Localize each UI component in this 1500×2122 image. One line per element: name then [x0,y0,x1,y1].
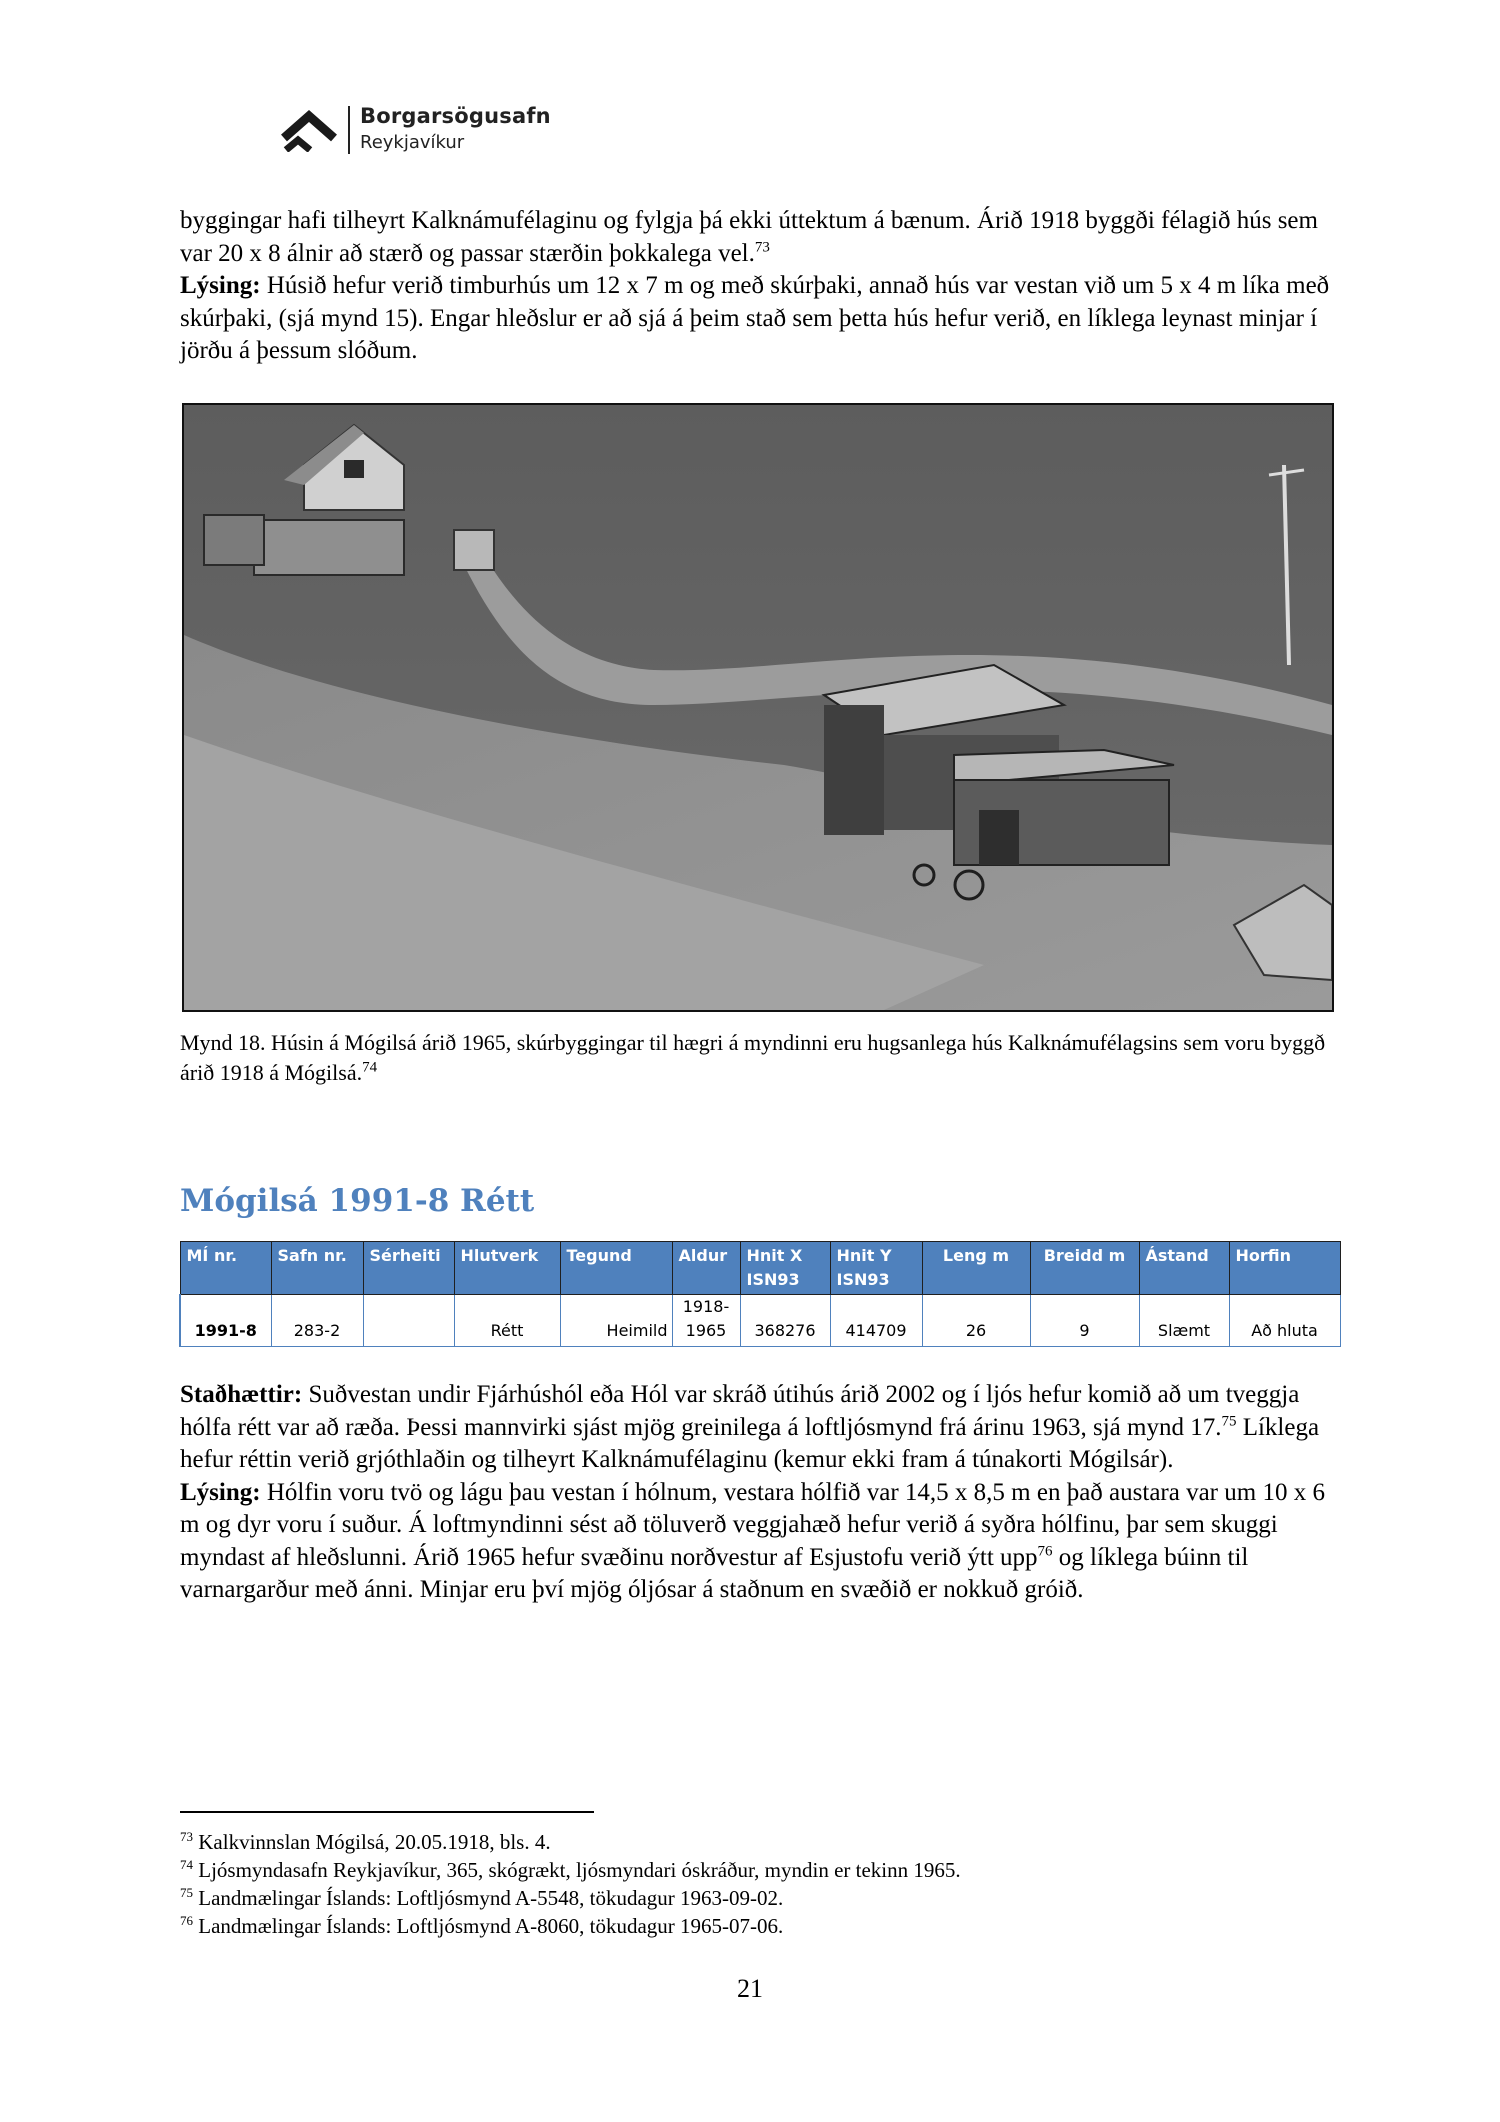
cell-breidd: 9 [1030,1295,1139,1347]
footnote-ref-73[interactable]: 73 [754,239,770,256]
col-header: Hnit Y ISN93 [830,1242,922,1295]
footnote-text: Ljósmyndasafn Reykjavíkur, 365, skógrækt, ljósmyndari óskráður, myndin er tekinn 1965. [193,1858,961,1882]
lysing-label-2: Lýsing: [180,1478,261,1506]
cell-leng: 26 [922,1295,1030,1347]
footnote-ref-76[interactable]: 76 [1037,1543,1053,1560]
page-number: 21 [737,1974,763,2003]
figure-caption [180,1028,1340,1088]
table-header-row [180,1242,1340,1295]
col-header: Sérheiti [363,1242,454,1295]
footnote-number: 74 [180,1857,193,1872]
lysing-label: Lýsing: [180,272,261,299]
logo-divider [348,106,350,154]
footnote-text: Landmælingar Íslands: Loftljósmynd A-5548, tökudagur 1963-09-02. [193,1886,784,1910]
col-header: Hlutverk [454,1242,560,1295]
footnote-text: Landmælingar Íslands: Loftljósmynd A-8060, tökudagur 1965-07-06. [193,1914,784,1938]
footnote-item [180,1884,1340,1912]
photo-illustration [184,405,1332,1010]
intro-paragraph [180,205,1340,368]
section-heading: Mógilsá 1991-8 Rétt [180,1183,535,1219]
lysing-text-a: Hólfin voru tvö og lágu þau vestan í hólnum, vestara hólfið var 14,5 x 8,5 m en það austara var um 10 x 6 m og dyr voru í suður. Á loftmyndinni sést að töluverð veggjahæð hefur verið á syðra hólfinu, þar sem skuggi myndast af hleðslunni. Árið 1965 hefur svæðinu norðvestur af Esjustofu verið ýtt upp [180,1478,1325,1571]
cell-mi-nr: 1991-8 [180,1295,271,1347]
col-header: MÍ nr. [180,1242,271,1295]
logo-line-2: Reykjavíkur [360,132,465,153]
aldur-end: 1965 [685,1321,727,1340]
cell-hnit-y: 414709 [830,1295,922,1347]
col-header: Leng m [922,1242,1030,1295]
cell-aldur [672,1295,740,1347]
footnote-ref-74[interactable]: 74 [362,1059,378,1076]
footnotes [180,1828,1340,1940]
col-header: Aldur [672,1242,740,1295]
cell-hlutverk: Rétt [454,1295,560,1347]
footnote-number: 73 [180,1829,193,1844]
table-row [180,1295,1340,1347]
museum-logo [280,104,580,160]
cell-tegund: Heimild [560,1295,672,1347]
caption-text: Mynd 18. Húsin á Mógilsá árið 1965, skúrbyggingar til hægri á myndinni eru hugsanlega hús Kalknámufélagsins sem voru byggð árið 1918 á Mógilsá. [180,1030,1326,1085]
cell-serheiti [363,1295,454,1347]
stadhaettir-text-b: Líklega hefur réttin verið grjóthlaðin og tilheyrt Kalknámufélaginu (kemur ekki fram á túnakorti Mógilsár). [180,1413,1320,1473]
col-header: Ástand [1139,1242,1229,1295]
footnote-item [180,1912,1340,1940]
col-header: Hnit X ISN93 [740,1242,830,1295]
footnote-ref-75[interactable]: 75 [1221,1413,1237,1430]
farm-buildings-photo [182,403,1334,1012]
col-header: Horfin [1229,1242,1340,1295]
intro-text: byggingar hafi tilheyrt Kalknámufélaginu og fylgja þá ekki úttektum á bænum. Árið 1918 byggði félagið hús sem var 20 x 8 álnir að stærð og passar stærðin þokkalega vel. [180,207,1318,267]
footnote-number: 75 [180,1885,193,1900]
aldur-start: 1918- [682,1297,730,1316]
footnote-separator [180,1811,594,1813]
lysing-text-b: og líklega búinn til varnargarður með ánni. Minjar eru því mjög óljósar á staðnum en svæðið er nokkuð gróið. [180,1543,1249,1603]
col-header: Safn nr. [271,1242,363,1295]
roof-mark-icon [280,108,340,152]
col-header: Breidd m [1030,1242,1139,1295]
footnote-item [180,1856,1340,1884]
stadhaettir-label: Staðhættir: [180,1381,303,1408]
cell-hnit-x: 368276 [740,1295,830,1347]
stadhaettir-text-a: Suðvestan undir Fjárhúshól eða Hól var skráð útihús árið 2002 og í ljós hefur komið að um tveggja hólfa rétt var að ræða. Þessi mannvirki sjást mjög greinilega á loftljósmynd frá árinu 1963, sjá mynd 17. [180,1381,1300,1441]
lysing-text: Húsið hefur verið timburhús um 12 x 7 m og með skúrþaki, annað hús var vestan við um 5 x 4 m líka með skúrþaki, (sjá mynd 15). Engar hleðslur er að sjá á þeim stað sem þetta hús hefur verið, en líklega leynast minjar í jörðu á þessum slóðum. [180,272,1330,364]
footnote-number: 76 [180,1913,193,1928]
footnote-text: Kalkvinnslan Mógilsá, 20.05.1918, bls. 4. [193,1830,551,1854]
cell-astand: Slæmt [1139,1295,1229,1347]
body-paragraph [180,1379,1340,1607]
cell-horfin: Að hluta [1229,1295,1340,1347]
footnote-item [180,1828,1340,1856]
logo-line-1: Borgarsögusafn [360,104,551,128]
col-header: Tegund [560,1242,672,1295]
cell-safn-nr: 283-2 [271,1295,363,1347]
site-register-table [179,1241,1341,1347]
